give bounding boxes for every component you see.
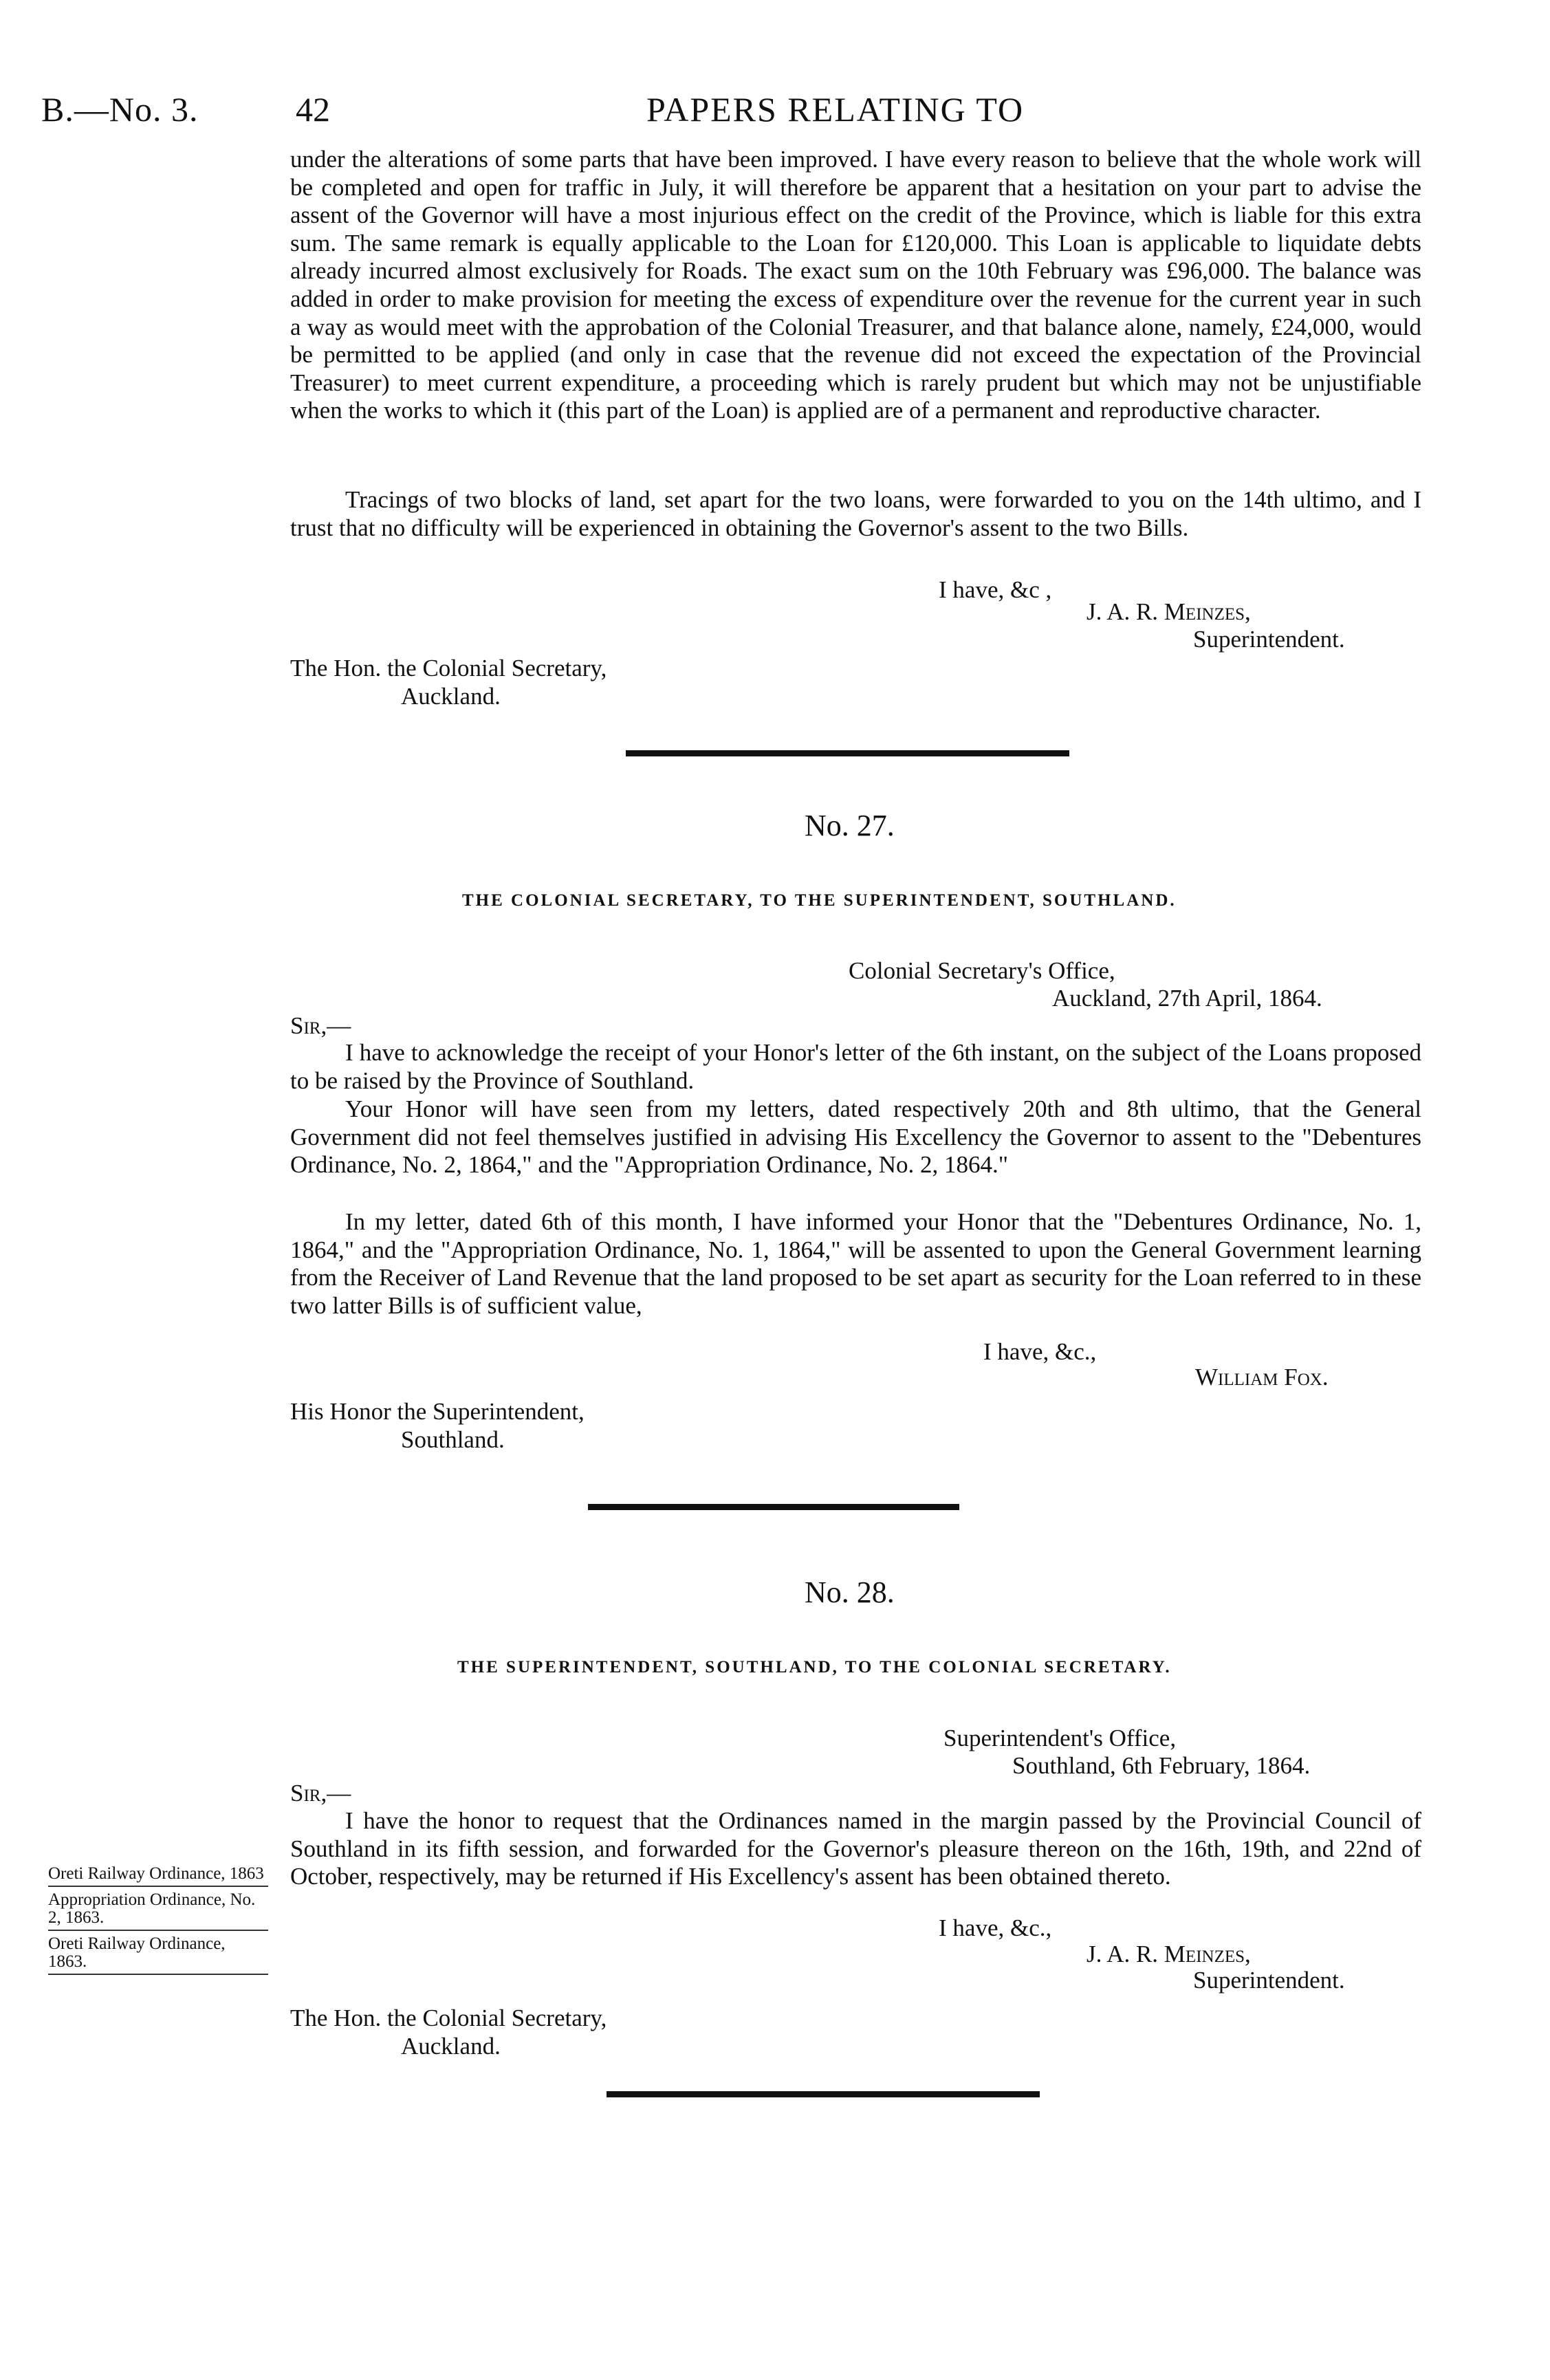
section-divider [626,750,1069,756]
letter-28-number: No. 28. [805,1575,895,1609]
letter-28-office: Superintendent's Office, [943,1725,1177,1751]
series-number: B.—No. 3. [41,90,199,129]
letter-28-salutation: Sir,— [290,1780,351,1806]
letter-27-salutation: Sir,— [290,1012,351,1039]
section-divider [588,1504,959,1510]
letter-27-closing: I have, &c., [983,1338,1097,1365]
letter-26-signatory-title: Superintendent. [1193,626,1345,653]
letter-27-number: No. 27. [805,809,895,842]
margin-notes [48,1865,268,1979]
letter-27-signatory: William Fox. [1195,1364,1329,1390]
letter-27-addressee-place: Southland. [401,1426,505,1453]
letter-27-office: Colonial Secretary's Office, [849,957,1115,984]
letter-28-addressee-place: Auckland. [401,2033,501,2060]
letter-26-signatory: J. A. R. Meinzes, [1087,598,1251,625]
letter-28-heading: THE SUPERINTENDENT, SOUTHLAND, TO THE COLONIAL SECRETARY. [457,1658,1172,1677]
letter-27-paragraph-3: In my letter, dated 6th of this month, I have informed your Honor that the "Debentures Ordinance, No. 1, 1864," and the "Appropriation Ordinance, No. 1, 1864," will be assented to upon the General Government learning from the Receiver of Land Revenue that the land proposed to be set apart as security for the Loan referred to in these two latter Bills is of sufficient value, [290,1208,1421,1319]
letter-28-signatory: J. A. R. Meinzes, [1087,1941,1251,1967]
letter-27-place-date: Auckland, 27th April, 1864. [1052,985,1322,1012]
letter-28-place-date: Southland, 6th February, 1864. [1012,1752,1311,1779]
letter-28-paragraph-1: I have the honor to request that the Ordinances named in the margin passed by the Provincial Council of Southland in its fifth session, and forwarded for the Governor's pleasure thereon on the 16th, 19th, and 22nd of October, respectively, may be returned if His Excellency's assent has been obtained thereto. [290,1807,1421,1890]
margin-note: Appropriation Ordinance, No. 2, 1863. [48,1891,268,1931]
letter-26-addressee: The Hon. the Colonial Secretary, [290,655,607,681]
letter-26-paragraph-1: under the alterations of some parts that have been improved. I have every reason to believe that the whole work will be completed and open for traffic in July, it will therefore be apparent that a hesitation on your part to advise the assent of the Governor will have a most injurious effect on the credit of the Province, which is liable for this extra sum. The same remark is equally applicable to the Loan for £120,000. This Loan is applicable to liquidate debts already incurred almost exclusively for Roads. The exact sum on the 10th February was £96,000. The balance was added in order to make provision for meeting the excess of expenditure over the revenue for the current year in such a way as would meet with the approbation of the Colonial Treasurer, and that balance alone, namely, £24,000, would be permitted to be applied (and only in case that the revenue did not exceed the expectation of the Provincial Treasurer) to meet current expenditure, a proceeding which is rarely prudent but which may not be unjustifiable when the works to which it (this part of the Loan) is applied are of a permanent and reproductive character. [290,146,1421,424]
letter-26-paragraph-2: Tracings of two blocks of land, set apart for the two loans, were forwarded to you on the 14th ultimo, and I trust that no difficulty will be experienced in obtaining the Governor's assent to the two Bills. [290,486,1421,541]
letter-27-addressee: His Honor the Superintendent, [290,1398,585,1425]
letter-28-signatory-title: Superintendent. [1193,1967,1345,1994]
section-divider [607,2091,1040,2097]
letter-27-heading: THE COLONIAL SECRETARY, TO THE SUPERINTENDENT, SOUTHLAND. [462,891,1177,910]
letter-27-paragraph-2: Your Honor will have seen from my letters, dated respectively 20th and 8th ultimo, that the General Government did not feel themselves justified in advising His Excellency the Governor to assent to the "Debentures Ordinance, No. 2, 1864," and the "Appropriation Ordinance, No. 2, 1864." [290,1095,1421,1179]
running-title: PAPERS RELATING TO [646,90,1025,129]
letter-28-addressee: The Hon. the Colonial Secretary, [290,2005,607,2031]
letter-26-addressee-place: Auckland. [401,683,501,710]
letter-26-closing: I have, &c , [939,576,1052,603]
margin-note: Oreti Railway Ordinance, 1863 [48,1865,268,1887]
page-number: 42 [296,90,330,129]
letter-28-closing: I have, &c., [939,1914,1052,1941]
page-header [41,89,1520,144]
letter-27-paragraph-1: I have to acknowledge the receipt of your Honor's letter of the 6th instant, on the subject of the Loans proposed to be raised by the Province of Southland. [290,1039,1421,1094]
margin-note: Oreti Railway Ordinance, 1863. [48,1935,268,1975]
